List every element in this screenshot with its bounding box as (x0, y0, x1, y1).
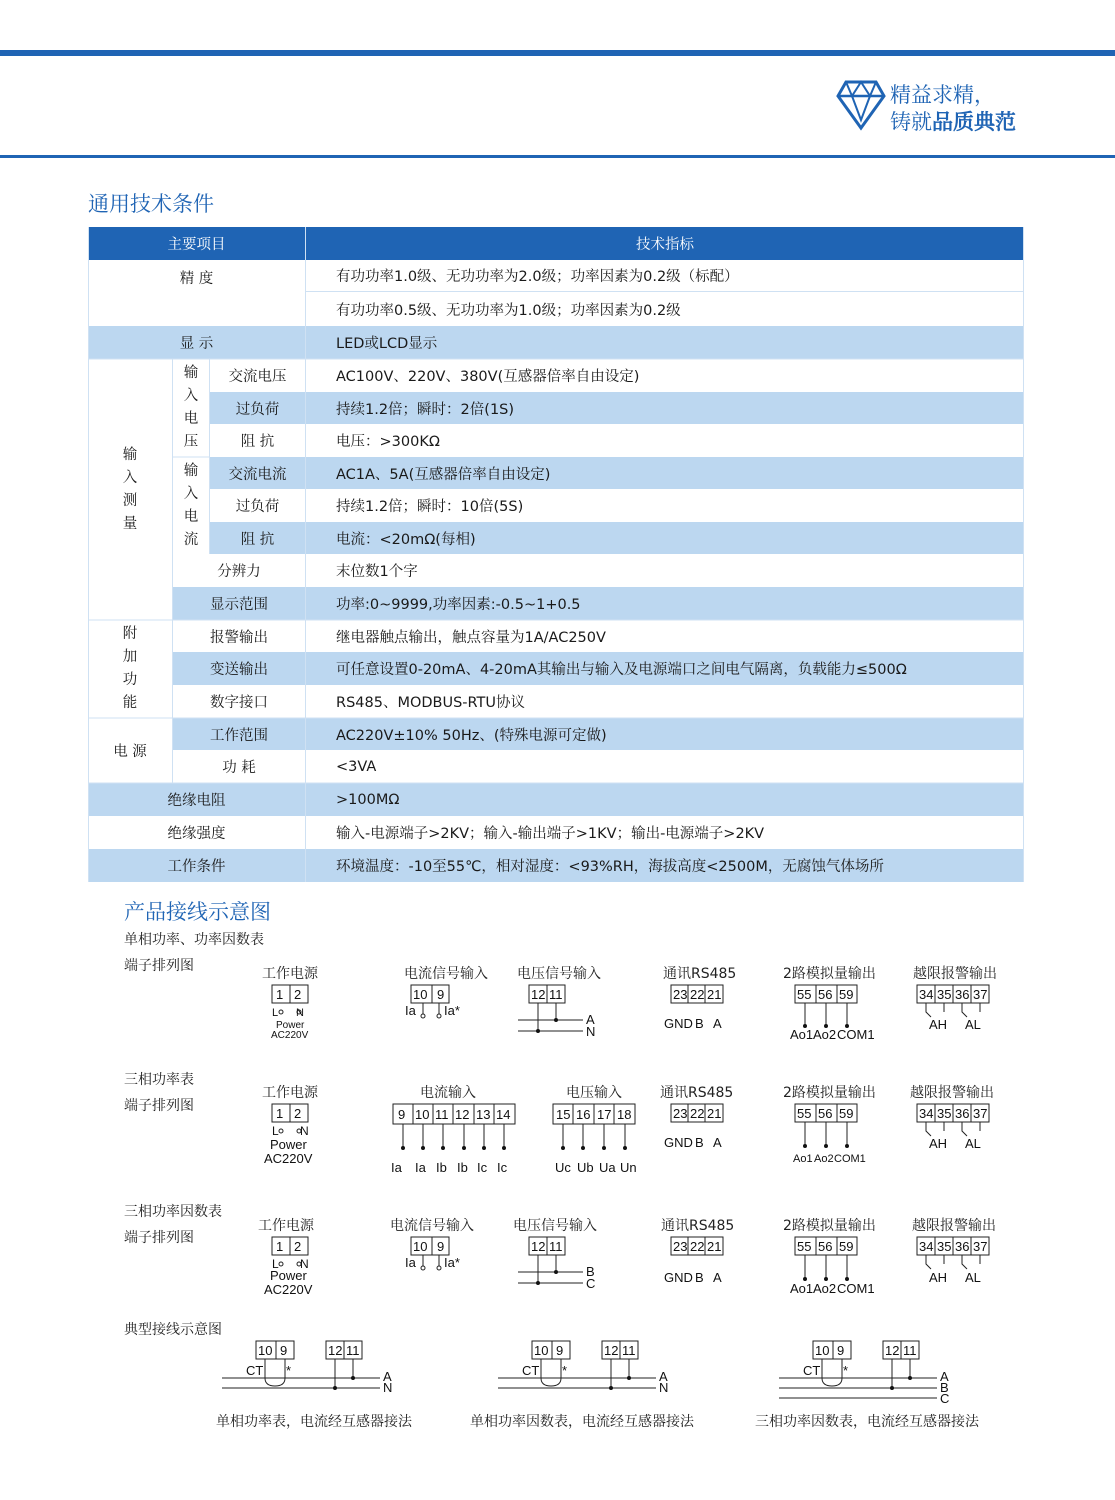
ic-char-3: 电 (183, 508, 199, 525)
svg-text:23: 23 (673, 1106, 688, 1121)
svg-text:L: L (272, 1007, 279, 1019)
svg-text:A: A (713, 1016, 722, 1031)
svg-text:55: 55 (797, 987, 812, 1002)
svg-text:AC220V: AC220V (264, 1282, 313, 1297)
svg-text:2: 2 (294, 987, 302, 1002)
r2-analog-title: 2路模拟量输出 (783, 1085, 876, 1101)
slogan-line2-a: 铸就 (890, 110, 932, 134)
svg-text:11: 11 (346, 1343, 360, 1358)
r1-rs485-title: 通讯RS485 (663, 966, 737, 982)
svg-text:Ao1: Ao1 (790, 1281, 814, 1296)
svg-text:COM1: COM1 (837, 1281, 875, 1296)
svg-text:56: 56 (818, 987, 833, 1002)
svg-text:12: 12 (455, 1107, 470, 1122)
r2-rs485-title: 通讯RS485 (660, 1085, 734, 1101)
svg-text:Ao2: Ao2 (813, 1027, 837, 1042)
svg-text:N: N (383, 1380, 393, 1395)
resolution-value: 末位数1个字 (306, 554, 1024, 587)
svg-text:36: 36 (955, 1239, 970, 1254)
svg-text:11: 11 (549, 1239, 563, 1254)
caption-2: 单相功率因数表，电流经互感器接法 (470, 1414, 694, 1430)
svg-text:35: 35 (937, 1239, 952, 1254)
svg-text:N: N (300, 1257, 309, 1271)
ef-char-2: 加 (122, 649, 138, 665)
svg-text:AL: AL (965, 1017, 981, 1032)
insulation-s-value: 输入-电源端子>2KV；输入-输出端子>1KV；输出-电源端子>2KV (306, 816, 1024, 849)
svg-text:10: 10 (415, 1107, 430, 1122)
s3-label-2: 端子排列图 (124, 1230, 194, 1246)
s1-label-1: 单相功率、功率因数表 (124, 932, 264, 948)
svg-text:36: 36 (955, 987, 970, 1002)
svg-text:22: 22 (690, 987, 705, 1002)
spec-title: 通用技术条件 (88, 192, 214, 216)
im-char-4: 量 (122, 515, 138, 532)
range-label: 显示范围 (173, 587, 305, 620)
svg-text:B: B (940, 1380, 949, 1395)
typical-label: 典型接线示意图 (124, 1322, 222, 1338)
r1-power-title: 工作电源 (262, 966, 318, 982)
s3-label-1: 三相功率因数表 (124, 1204, 222, 1220)
svg-text:B: B (695, 1135, 704, 1150)
slogan-line1: 精益求精， (890, 83, 995, 107)
svg-text:11: 11 (622, 1343, 636, 1358)
range-value: 功率:0~9999,功率因素:-0.5~1+0.5 (306, 587, 1024, 620)
r3-cur-sig-title: 电流信号输入 (390, 1218, 474, 1234)
overload-v-value: 持续1.2倍；瞬时：2倍(1S) (306, 392, 1024, 424)
r1-vol-sig-title: 电压信号输入 (517, 966, 601, 982)
work-range-value: AC220V±10% 50Hz、(特殊电源可定做) (306, 718, 1024, 750)
caption-1: 单相功率表，电流经互感器接法 (216, 1414, 412, 1430)
r3-analog-title: 2路模拟量输出 (783, 1218, 876, 1234)
svg-text:Ib: Ib (457, 1160, 468, 1175)
svg-text:56: 56 (818, 1106, 833, 1121)
svg-text:37: 37 (973, 987, 988, 1002)
svg-text:Ic: Ic (497, 1160, 508, 1175)
im-char-1: 输 (122, 446, 138, 463)
consumption-label: 功 耗 (173, 750, 305, 783)
svg-text:16: 16 (576, 1107, 591, 1122)
svg-text:59: 59 (839, 987, 854, 1002)
svg-text:AL: AL (965, 1136, 981, 1151)
r2-vol-title: 电压输入 (566, 1085, 622, 1101)
resolution-label: 分辨力 (173, 554, 305, 587)
ac-current-label: 交流电流 (210, 457, 305, 489)
svg-text:Ia*: Ia* (444, 1255, 460, 1270)
r1-analog-title: 2路模拟量输出 (783, 966, 876, 982)
iv-char-3: 电 (183, 411, 199, 427)
svg-text:34: 34 (919, 987, 934, 1002)
iv-char-1: 输 (183, 365, 199, 381)
im-char-3: 测 (122, 492, 138, 509)
svg-text:Ia: Ia (405, 1255, 416, 1270)
insulation-s-label: 绝缘强度 (88, 816, 305, 849)
svg-text:N: N (586, 1024, 596, 1039)
svg-text:GND: GND (664, 1016, 693, 1031)
svg-text:10: 10 (815, 1343, 830, 1358)
svg-text:22: 22 (690, 1106, 705, 1121)
svg-text:11: 11 (435, 1107, 449, 1122)
svg-text:Ao1: Ao1 (793, 1153, 813, 1165)
svg-text:A: A (940, 1369, 949, 1384)
svg-text:18: 18 (617, 1107, 632, 1122)
ac-current-value: AC1A、5A(互感器倍率自由设定) (306, 457, 1024, 489)
ic-char-1: 输 (183, 462, 199, 479)
svg-text:A: A (713, 1135, 722, 1150)
svg-text:A: A (586, 1012, 595, 1027)
r3-alarm-title: 越限报警输出 (912, 1218, 996, 1234)
work-cond-label: 工作条件 (88, 849, 305, 882)
overload-v-label: 过负荷 (210, 392, 305, 424)
svg-text:14: 14 (496, 1107, 511, 1122)
svg-text:35: 35 (937, 1106, 952, 1121)
svg-text:22: 22 (690, 1239, 705, 1254)
digital-value: RS485、MODBUS-RTU协议 (306, 685, 1024, 718)
svg-text:AH: AH (929, 1017, 948, 1032)
svg-text:11: 11 (903, 1343, 917, 1358)
svg-text:Ib: Ib (436, 1160, 447, 1175)
svg-text:A: A (659, 1369, 668, 1384)
svg-text:Ua: Ua (599, 1160, 616, 1175)
work-cond-value: 环境温度：-10至55℃，相对湿度：<93%RH，海拔高度<2500M，无腐蚀气体场所 (306, 849, 1024, 882)
svg-text:N: N (659, 1380, 669, 1395)
consumption-value: <3VA (306, 750, 1024, 783)
svg-text:Ia*: Ia* (444, 1003, 460, 1018)
svg-text:23: 23 (673, 1239, 688, 1254)
s2-label-2: 端子排列图 (124, 1098, 194, 1114)
power-label: 电 源 (88, 718, 172, 783)
svg-text:59: 59 (839, 1106, 854, 1121)
svg-text:56: 56 (818, 1239, 833, 1254)
svg-text:21: 21 (707, 987, 722, 1002)
svg-text:Ao2: Ao2 (814, 1153, 834, 1165)
impedance-v-label: 阻 抗 (210, 424, 305, 457)
work-range-label: 工作范围 (173, 718, 305, 750)
svg-text:Un: Un (620, 1160, 637, 1175)
col-header-item: 主要项目 (88, 227, 305, 260)
svg-text:Uc: Uc (555, 1160, 571, 1175)
slogan-line2-b: 品质典范 (932, 110, 1016, 134)
svg-text:34: 34 (919, 1106, 934, 1121)
svg-text:Ao2: Ao2 (813, 1281, 837, 1296)
svg-text:12: 12 (604, 1343, 619, 1358)
svg-text:21: 21 (707, 1106, 722, 1121)
r2-power-title: 工作电源 (262, 1085, 318, 1101)
svg-text:COM1: COM1 (834, 1153, 866, 1165)
svg-text:10: 10 (413, 1239, 428, 1254)
svg-text:55: 55 (797, 1239, 812, 1254)
r3-vol-sig-title: 电压信号输入 (513, 1218, 597, 1234)
digital-label: 数字接口 (173, 685, 305, 718)
svg-text:34: 34 (919, 1239, 934, 1254)
col-header-spec: 技术指标 (306, 227, 1024, 260)
svg-text:COM1: COM1 (837, 1027, 875, 1042)
svg-text:AH: AH (929, 1270, 948, 1285)
iv-char-2: 入 (183, 388, 199, 404)
svg-text:*: * (843, 1363, 849, 1378)
r3-power-title: 工作电源 (258, 1218, 314, 1234)
overload-c-value: 持续1.2倍；瞬时：10倍(5S) (306, 489, 1024, 522)
svg-text:L: L (272, 1124, 279, 1138)
ef-char-4: 能 (122, 695, 138, 711)
svg-text:21: 21 (707, 1239, 722, 1254)
svg-text:37: 37 (973, 1106, 988, 1121)
r1-cur-sig-title: 电流信号输入 (404, 966, 488, 982)
r3-rs485-title: 通讯RS485 (661, 1218, 735, 1234)
iv-char-4: 压 (183, 434, 199, 450)
caption-3: 三相功率因数表，电流经互感器接法 (755, 1414, 979, 1430)
svg-text:55: 55 (797, 1106, 812, 1121)
svg-text:AL: AL (965, 1270, 981, 1285)
overload-c-label: 过负荷 (210, 489, 305, 522)
precision-value-1: 有功功率1.0级、无功功率为2.0级；功率因素为0.2级（标配） (306, 260, 1024, 292)
svg-text:*: * (562, 1363, 568, 1378)
ac-voltage-value: AC100V、220V、380V(互感器倍率自由设定) (306, 359, 1024, 392)
svg-text:9: 9 (837, 1343, 845, 1358)
svg-text:Ic: Ic (477, 1160, 488, 1175)
svg-text:1: 1 (276, 987, 284, 1002)
svg-text:AC220V: AC220V (264, 1151, 313, 1166)
svg-text:B: B (695, 1270, 704, 1285)
svg-text:36: 36 (955, 1106, 970, 1121)
svg-text:Power: Power (270, 1268, 307, 1283)
svg-text:N: N (296, 1007, 304, 1019)
r2-cur-title: 电流输入 (420, 1085, 476, 1101)
alarm-value: 继电器触点输出，触点容量为1A/AC250V (306, 620, 1024, 652)
r2-alarm-title: 越限报警输出 (910, 1085, 994, 1101)
svg-text:CT: CT (803, 1363, 821, 1378)
display-value: LED或LCD显示 (306, 326, 1024, 359)
impedance-v-value: 电压：>300KΩ (306, 424, 1024, 457)
transmit-label: 变送输出 (173, 652, 305, 685)
svg-text:C: C (940, 1391, 950, 1406)
svg-text:23: 23 (673, 987, 688, 1002)
wiring-title: 产品接线示意图 (124, 900, 271, 924)
precision-label: 精 度 (88, 260, 305, 326)
svg-text:A: A (713, 1270, 722, 1285)
svg-text:Ao1: Ao1 (790, 1027, 814, 1042)
svg-text:Ia: Ia (405, 1003, 416, 1018)
svg-text:C: C (586, 1276, 596, 1291)
svg-text:11: 11 (549, 987, 563, 1002)
svg-text:GND: GND (664, 1270, 693, 1285)
svg-text:35: 35 (937, 987, 952, 1002)
ef-char-1: 附 (122, 626, 138, 642)
ac-voltage-label: 交流电压 (210, 359, 305, 392)
svg-text:12: 12 (328, 1343, 343, 1358)
svg-text:9: 9 (437, 987, 445, 1002)
svg-text:2: 2 (294, 1239, 302, 1254)
display-label: 显 示 (88, 326, 305, 359)
insulation-r-value: >100MΩ (306, 783, 1024, 816)
impedance-c-label: 阻 抗 (210, 522, 305, 554)
insulation-r-label: 绝缘电阻 (88, 783, 305, 816)
svg-text:AC220V: AC220V (271, 1030, 309, 1041)
r1-alarm-title: 越限报警输出 (913, 966, 997, 982)
svg-text:AH: AH (929, 1136, 948, 1151)
svg-text:10: 10 (534, 1343, 549, 1358)
impedance-c-value: 电流：<20mΩ(每相) (306, 522, 1024, 554)
svg-text:L: L (272, 1257, 279, 1271)
svg-text:N: N (300, 1124, 309, 1138)
svg-text:Ia: Ia (391, 1160, 402, 1175)
svg-text:1: 1 (276, 1106, 284, 1121)
ic-char-2: 入 (183, 485, 199, 502)
svg-text:B: B (586, 1264, 595, 1279)
svg-text:1: 1 (276, 1239, 284, 1254)
im-char-2: 入 (122, 469, 138, 486)
svg-text:10: 10 (413, 987, 428, 1002)
svg-text:B: B (695, 1016, 704, 1031)
svg-text:12: 12 (531, 1239, 546, 1254)
svg-text:2: 2 (294, 1106, 302, 1121)
precision-value-2: 有功功率0.5级、无功功率为1.0级；功率因素为0.2级 (306, 292, 1024, 326)
svg-text:CT: CT (246, 1363, 264, 1378)
svg-text:9: 9 (556, 1343, 564, 1358)
svg-text:59: 59 (839, 1239, 854, 1254)
svg-text:Ia: Ia (415, 1160, 426, 1175)
svg-text:CT: CT (522, 1363, 540, 1378)
svg-text:12: 12 (531, 987, 546, 1002)
svg-text:15: 15 (556, 1107, 571, 1122)
svg-text:37: 37 (973, 1239, 988, 1254)
s2-label-1: 三相功率表 (124, 1072, 194, 1088)
svg-text:*: * (286, 1363, 292, 1378)
svg-text:Power: Power (270, 1137, 307, 1152)
s1-label-2: 端子排列图 (124, 958, 194, 974)
svg-text:GND: GND (664, 1135, 693, 1150)
transmit-value: 可任意设置0-20mA、4-20mA其输出与输入及电源端口之间电气隔离，负载能力≤500Ω (306, 652, 1024, 685)
svg-text:17: 17 (597, 1107, 612, 1122)
ef-char-3: 功 (122, 672, 138, 688)
svg-text:9: 9 (398, 1107, 406, 1122)
svg-text:Power: Power (276, 1020, 305, 1031)
svg-text:9: 9 (280, 1343, 288, 1358)
svg-text:12: 12 (885, 1343, 900, 1358)
svg-text:Ub: Ub (577, 1160, 594, 1175)
svg-text:A: A (383, 1369, 392, 1384)
svg-text:9: 9 (437, 1239, 445, 1254)
svg-text:10: 10 (258, 1343, 273, 1358)
ic-char-4: 流 (183, 531, 199, 548)
alarm-label: 报警输出 (173, 620, 305, 652)
svg-text:13: 13 (476, 1107, 491, 1122)
